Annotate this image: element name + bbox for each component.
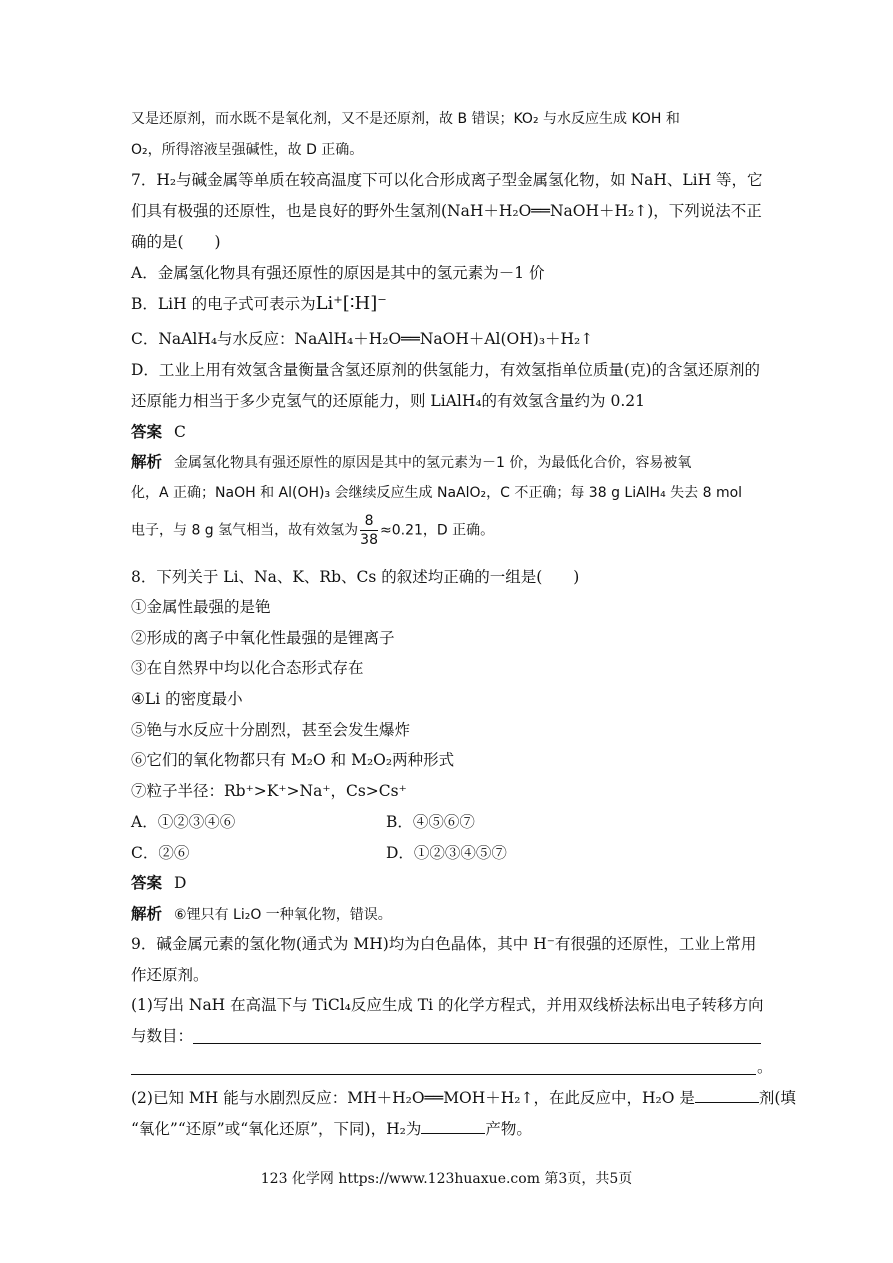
page-footer: 123 化学网 https://www.123huaxue.com 第3页，共5页: [260, 1171, 633, 1187]
electron-formula: Li⁺[∶H]⁻: [315, 293, 387, 314]
explanation-8: [131, 904, 392, 925]
option-c: C．②⑥: [131, 844, 190, 862]
explanation-label: 解析: [131, 905, 163, 923]
explanation-text: ≈0.21，D 正确。: [379, 522, 495, 539]
answer-7: [131, 422, 186, 442]
explanation-text: ⑥锂只有 Li₂O 一种氧化物，错误。: [174, 907, 392, 923]
question-8-stem: 8．下列关于 Li、Na、K、Rb、Cs 的叙述均正确的一组是( ): [131, 568, 580, 586]
option-d: D．工业上用有效氢含量衡量含氢还原剂的供氢能力，有效氢指单位质量(克)的含氢还原剂的: [131, 361, 761, 379]
statement-item: ⑥它们的氧化物都只有 M₂O 和 M₂O₂两种形式: [131, 751, 455, 769]
explanation-text: 金属氢化物具有强还原性的原因是其中的氢元素为－1 价，为最低化合价，容易被氧: [174, 455, 692, 471]
explanation-7: [131, 452, 691, 473]
question-9-part-1: 与数目：: [131, 1027, 194, 1045]
statement-item: ⑦粒子半径：Rb⁺>K⁺>Na⁺，Cs>Cs⁺: [131, 782, 407, 800]
text-line: 又是还原剂，而水既不是氧化剂，又不是还原剂，故 B 错误；KO₂ 与水反应生成 KOH 和: [131, 111, 680, 127]
answer-8: [131, 873, 186, 893]
answer-blank[interactable]: [695, 1087, 759, 1103]
option-a: A．①②③④⑥: [131, 813, 236, 831]
explanation-label: 解析: [131, 453, 163, 471]
option-a: A．金属氢化物具有强还原性的原因是其中的氢元素为－1 价: [131, 264, 545, 282]
answer-label: 答案: [131, 874, 163, 892]
option-d: 还原能力相当于多少克氢气的还原能力，则 LiAlH₄的有效氢含量约为 0.21: [131, 392, 645, 410]
question-text: 剂(填: [758, 1089, 796, 1107]
statement-item: ⑤铯与水反应十分剧烈，甚至会发生爆炸: [131, 721, 411, 739]
explanation-7: [131, 512, 494, 549]
answer-blank[interactable]: [131, 1074, 756, 1075]
question-7-stem: 们具有极强的还原性，也是良好的野外生氢剂(NaH＋H₂O══NaOH＋H₂↑)，下列说法不正: [131, 202, 762, 220]
statement-item: ②形成的离子中氧化性最强的是锂离子: [131, 629, 395, 647]
question-9-part-1: (1)写出 NaH 在高温下与 TiCl₄反应生成 Ti 的化学方程式，并用双线桥法标出电子转移方向: [131, 996, 764, 1014]
option-c: C．NaAlH₄与水反应：NaAlH₄＋H₂O══NaOH＋Al(OH)₃＋H₂↑: [131, 330, 594, 348]
question-9-stem: 9．碱金属元素的氢化物(通式为 MH)均为白色晶体，其中 H⁻有很强的还原性，工业上常用: [131, 935, 757, 953]
question-text: “氧化”“还原”或“氧化还原”，下同)，H₂为: [131, 1120, 422, 1138]
fraction-denominator: 38: [360, 532, 378, 548]
question-text: (2)已知 MH 能与水剧烈反应：MH＋H₂O══MOH＋H₂↑，在此反应中，H₂O 是: [131, 1089, 695, 1107]
explanation-text: 电子，与 8 g 氢气相当，故有效氢为: [131, 522, 359, 539]
option-b: B．④⑤⑥⑦: [386, 813, 475, 831]
statement-item: ④Li 的密度最小: [131, 690, 243, 708]
question-9-part-2: [131, 1118, 532, 1139]
option-b: [131, 294, 387, 314]
question-text: 产物。: [485, 1120, 532, 1138]
answer-blank[interactable]: [421, 1118, 485, 1134]
explanation-7: 化，A 正确；NaOH 和 Al(OH)₃ 会继续反应生成 NaAlO₂，C 不正确；每 38 g LiAlH₄ 失去 8 mol: [131, 485, 743, 501]
option-d: D．①②③④⑤⑦: [386, 844, 507, 862]
period-mark: 。: [757, 1058, 773, 1076]
option-b-text: B．LiH 的电子式可表示为: [131, 295, 316, 313]
statement-item: ③在自然界中均以化合态形式存在: [131, 659, 364, 677]
answer-label: 答案: [131, 423, 163, 441]
text-line: O₂，所得溶液呈强碱性，故 D 正确。: [131, 142, 364, 158]
answer-blank[interactable]: [193, 1043, 761, 1044]
question-7-stem: 确的是( ): [131, 233, 221, 251]
fraction-numerator: 8: [360, 512, 378, 531]
answer-value: C: [174, 423, 186, 441]
question-9-stem: 作还原剂。: [131, 966, 209, 984]
statement-item: ①金属性最强的是铯: [131, 598, 271, 616]
question-9-part-2: [131, 1087, 796, 1108]
answer-value: D: [174, 874, 187, 892]
question-7-stem: 7．H₂与碱金属等单质在较高温度下可以化合形成离子型金属氢化物，如 NaH、LiH 等，它: [131, 171, 763, 189]
fraction: [360, 512, 378, 549]
